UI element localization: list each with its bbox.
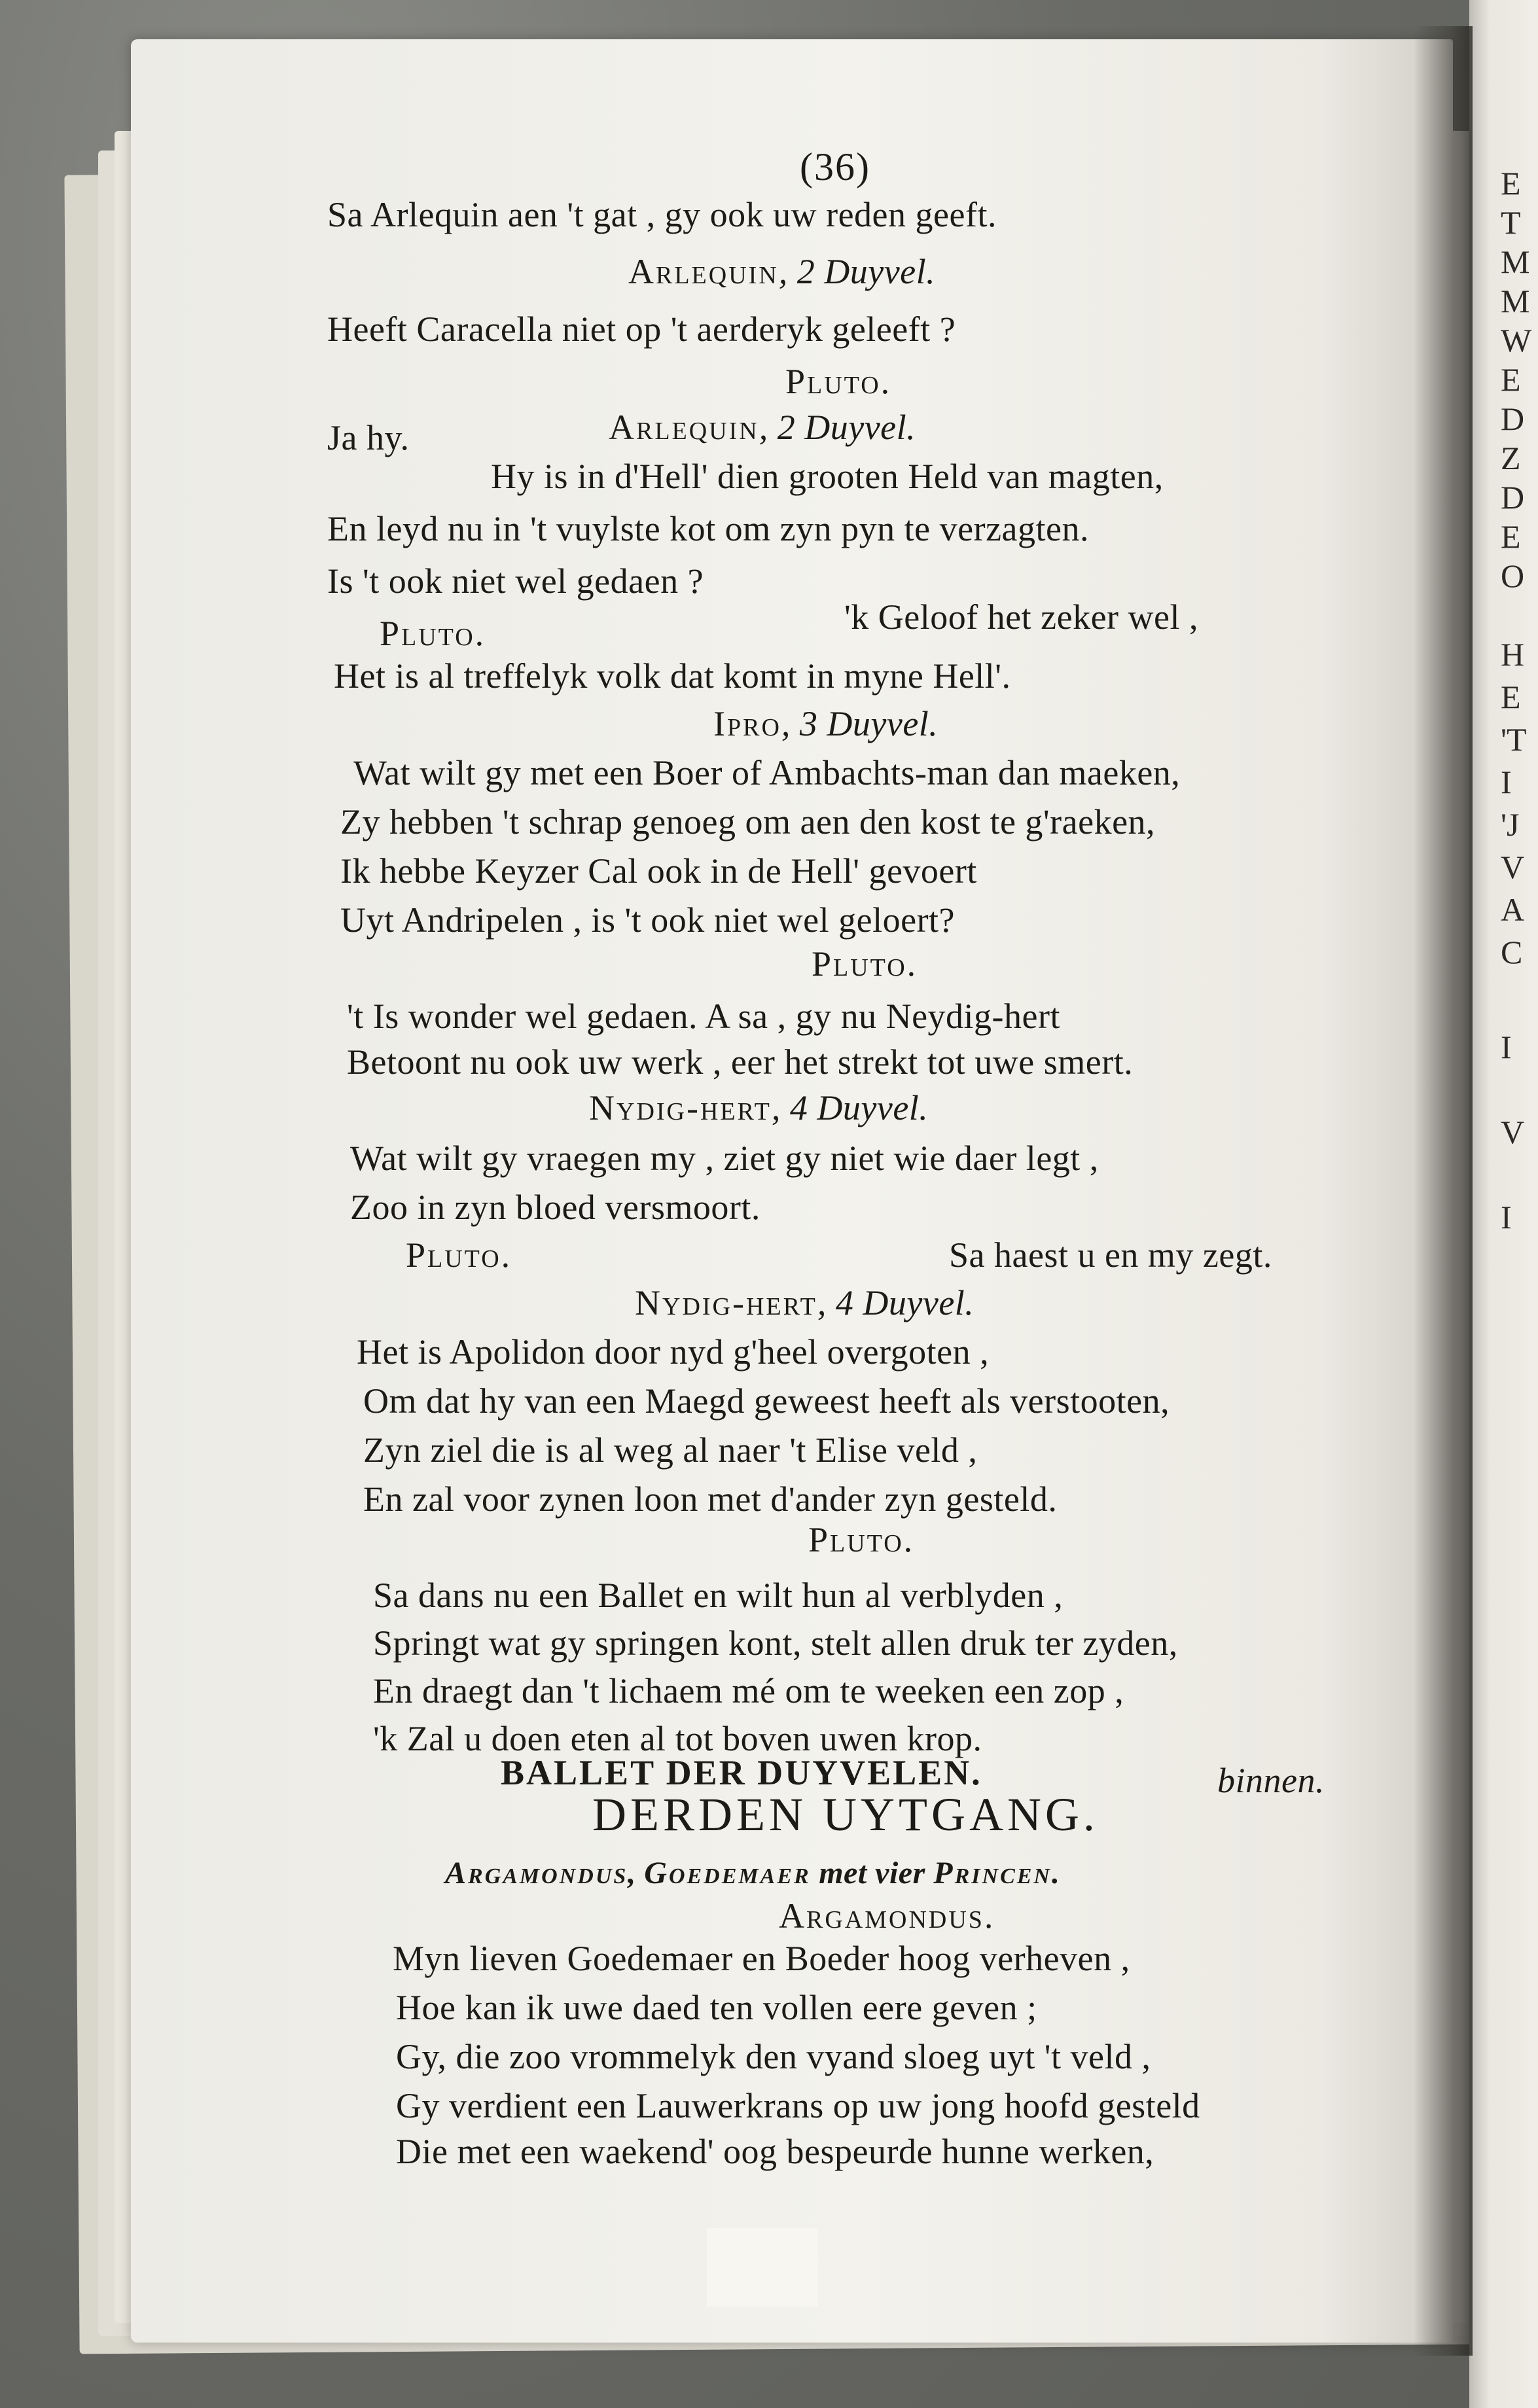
act-heading: DERDEN UYTGANG. — [592, 1788, 1099, 1841]
verse-line: Heeft Caracella niet op 't aerderyk geleeft ? — [327, 310, 956, 349]
verse-line: Myn lieven Goedemaer en Boeder hoog verheven , — [393, 1939, 1130, 1978]
character-name: Argamondus — [445, 1856, 628, 1890]
verse-line: En draegt dan 't lichaem mé om te weeken een zop , — [373, 1671, 1124, 1710]
verse-line: Uyt Andripelen , is 't ook niet wel geloert? — [340, 900, 956, 940]
verse-line: En leyd nu in 't vuylste kot om zyn pyn te verzagten. — [327, 509, 1089, 548]
facing-letter: M — [1501, 283, 1530, 319]
character-name: Goedemaer — [644, 1856, 811, 1890]
facing-letter: A — [1501, 891, 1525, 928]
facing-letter: W — [1501, 322, 1532, 359]
facing-letter: Z — [1501, 440, 1521, 476]
speaker-name: Nydig-hert — [635, 1283, 817, 1322]
stage-direction: binnen. — [1217, 1761, 1325, 1800]
speaker-role: , 4 Duyvel. — [817, 1283, 975, 1322]
verse-line: Betoont nu ook uw werk , eer het strekt tot uwe smert. — [347, 1042, 1134, 1082]
speaker-name: Argamondus. — [779, 1896, 995, 1936]
facing-letter: H — [1501, 636, 1525, 673]
verse-line: Hy is in d'Hell' dien grooten Held van magten, — [491, 457, 1164, 496]
verse-line: Ik hebbe Keyzer Cal ook in de Hell' gevoert — [340, 851, 977, 891]
facing-letter: E — [1501, 361, 1521, 398]
speaker-name: Nydig-hert — [589, 1088, 772, 1127]
speaker-role: , 2 Duyvel. — [759, 408, 916, 447]
verse-line: Wat wilt gy vraegen my , ziet gy niet wie daer legt , — [350, 1139, 1099, 1178]
facing-letter: E — [1501, 679, 1521, 715]
facing-letter: 'T — [1501, 721, 1527, 758]
verse-line: 'k Geloof het zeker wel , — [844, 597, 1199, 637]
verse-line: Om dat hy van een Maegd geweest heeft als verstooten, — [363, 1381, 1170, 1421]
verse-line: Springt wat gy springen kont, stelt allen druk ter zyden, — [373, 1623, 1178, 1663]
verse-line: 'k Zal u doen eten al tot boven uwen krop. — [373, 1719, 982, 1758]
speaker-name: Pluto. — [808, 1520, 915, 1559]
scene-note: met vier — [810, 1856, 934, 1890]
facing-letter: D — [1501, 400, 1525, 437]
character-name: Princen. — [933, 1856, 1062, 1890]
verse-line: Wat wilt gy met een Boer of Ambachts-man dan maeken, — [353, 753, 1181, 792]
verse-line: Zyn ziel die is al weg al naer 't Elise veld , — [363, 1430, 978, 1470]
verse-line: Sa haest u en my zegt. — [949, 1235, 1272, 1275]
speaker-name: Ipro — [713, 704, 781, 743]
speaker-name: Arlequin — [628, 252, 779, 291]
facing-letter: C — [1501, 934, 1523, 970]
ballet-title: BALLET DER DUYVELEN. — [501, 1753, 982, 1792]
paper-label — [707, 2228, 818, 2307]
speaker-heading — [628, 250, 935, 293]
facing-letter: E — [1501, 518, 1521, 555]
verse-line: Sa dans nu een Ballet en wilt hun al verblyden , — [373, 1576, 1064, 1615]
verse-line: Is 't ook niet wel gedaen ? — [327, 561, 704, 601]
facing-letter: I — [1501, 764, 1512, 800]
speaker-heading — [609, 406, 916, 449]
speaker-heading — [713, 702, 938, 745]
speaker-name: Pluto. — [785, 362, 892, 401]
scene-characters — [445, 1852, 1062, 1895]
verse-line: Het is al treffelyk volk dat komt in myne Hell'. — [334, 656, 1011, 696]
facing-letter: V — [1501, 1114, 1525, 1150]
facing-letter: I — [1501, 1199, 1512, 1235]
facing-letter: D — [1501, 479, 1525, 516]
speaker-role: , 3 Duyvel. — [781, 704, 939, 743]
verse-line: Hoe kan ik uwe daed ten vollen eere geven ; — [396, 1988, 1037, 2027]
facing-letter: I — [1501, 1029, 1512, 1065]
facing-letter: M — [1501, 243, 1530, 280]
facing-letter: O — [1501, 558, 1525, 594]
verse-line: En zal voor zynen loon met d'ander zyn gesteld. — [363, 1479, 1058, 1519]
separator: , — [628, 1856, 645, 1890]
speaker-role: , 4 Duyvel. — [771, 1088, 929, 1127]
facing-letter: 'J — [1501, 806, 1520, 843]
speaker-heading — [589, 1086, 928, 1129]
speaker-role: , 2 Duyvel. — [778, 252, 936, 291]
page-number: (36) — [800, 145, 870, 188]
verse-line: Zy hebben 't schrap genoeg om aen den kost te g'raeken, — [340, 802, 1156, 841]
speaker-name: Pluto. — [380, 614, 486, 653]
speaker-heading — [635, 1281, 974, 1324]
verse-line: Zoo in zyn bloed versmoort. — [350, 1188, 760, 1227]
facing-letter: T — [1501, 204, 1521, 241]
verse-line: Sa Arlequin aen 't gat , gy ook uw reden geeft. — [327, 195, 997, 234]
facing-letter: E — [1501, 165, 1521, 202]
verse-line: Gy, die zoo vrommelyk den vyand sloeg uyt 't veld , — [396, 2037, 1151, 2076]
verse-line: Het is Apolidon door nyd g'heel overgoten , — [357, 1332, 990, 1372]
facing-letter: V — [1501, 849, 1525, 885]
speaker-name: Pluto. — [812, 944, 918, 983]
verse-line: Die met een waekend' oog bespeurde hunne werken, — [396, 2132, 1154, 2171]
speaker-name: Arlequin — [609, 408, 759, 447]
speaker-name: Pluto. — [406, 1235, 512, 1275]
verse-line: Ja hy. — [327, 418, 410, 457]
verse-line: 't Is wonder wel gedaen. A sa , gy nu Neydig-hert — [347, 997, 1060, 1036]
verse-line: Gy verdient een Lauwerkrans op uw jong hoofd gesteld — [396, 2086, 1200, 2125]
